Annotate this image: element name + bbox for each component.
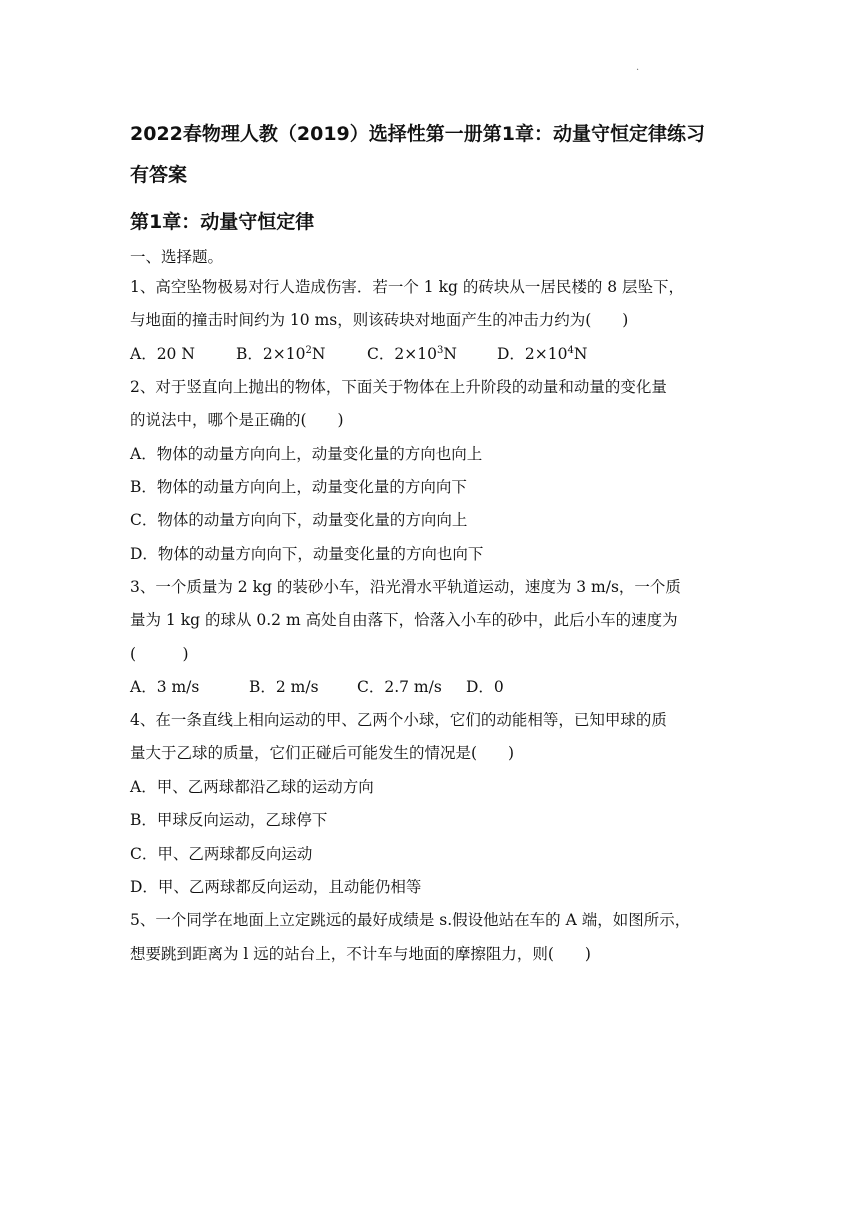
question-4-option-b: B．甲球反向运动，乙球停下 [130, 811, 328, 829]
question-4-option-a: A．甲、乙两球都沿乙球的运动方向 [130, 778, 374, 796]
question-1-option-c: C．$2\times 10^3N$ [367, 345, 457, 363]
chapter-heading: 第1章：动量守恒定律 [130, 211, 315, 233]
corner-dot: · [636, 65, 640, 76]
question-3-option-a: A．3 m/s [130, 678, 200, 696]
question-5-stem-line-2: 想要跳到距离为 l 远的站台上，不计车与地面的摩擦阻力，则( ) [130, 945, 591, 963]
question-1-option-b: B．$2\times 10^2N$ [236, 345, 326, 363]
question-3-stem-line-2: 量为 1 kg 的球从 0.2 m 高处自由落下，恰落入小车的砂中，此后小车的速度为 [130, 611, 678, 629]
question-3-option-b: B．2 m/s [249, 678, 319, 696]
question-2-option-a: A．物体的动量方向向上，动量变化量的方向也向上 [130, 445, 483, 463]
question-2-option-d: D．物体的动量方向向下，动量变化量的方向也向下 [130, 545, 484, 563]
question-1-option-a: A．20 N [130, 345, 195, 363]
question-4-option-d: D．甲、乙两球都反向运动，且动能仍相等 [130, 878, 422, 896]
question-2-option-b: B．物体的动量方向向上，动量变化量的方向向下 [130, 478, 467, 496]
question-2-option-c: C．物体的动量方向向下，动量变化量的方向向上 [130, 511, 468, 529]
question-2-stem-line-2: 的说法中，哪个是正确的( ) [130, 411, 344, 429]
question-3-option-c: C．2.7 m/s [357, 678, 442, 696]
question-5-stem-line-1: 5、一个同学在地面上立定跳远的最好成绩是 s.假设他站在车的 A 端，如图所示， [130, 911, 691, 929]
question-4-stem-line-2: 量大于乙球的质量，它们正碰后可能发生的情况是( ) [130, 744, 515, 762]
question-3-option-d: D．0 [466, 678, 504, 696]
question-1-stem-line-1: 1、高空坠物极易对行人造成伤害．若一个 1 kg 的砖块从一居民楼的 8 层坠下， [130, 278, 685, 296]
question-3-stem-line-1: 3、一个质量为 2 kg 的装砂小车，沿光滑水平轨道运动，速度为 3 m/s，一个质 [130, 578, 681, 596]
question-3-stem-line-3: ( ) [130, 645, 189, 663]
question-4-stem-line-1: 4、在一条直线上相向运动的甲、乙两个小球，它们的动能相等，已知甲球的质 [130, 711, 667, 729]
question-1-options [130, 344, 740, 364]
question-1-stem-line-2: 与地面的撞击时间约为 10 ms，则该砖块对地面产生的冲击力约为( ) [130, 311, 629, 329]
document-title-line-1: 2022春物理人教（2019）选择性第一册第1章：动量守恒定律练习 [130, 123, 705, 145]
question-4-option-c: C．甲、乙两球都反向运动 [130, 845, 313, 863]
question-1-option-d: D．$2\times 10^4N$ [497, 345, 588, 363]
document-title-line-2: 有答案 [130, 164, 188, 186]
section-heading: 一、选择题。 [130, 248, 224, 266]
question-3-options [130, 677, 740, 697]
question-2-stem-line-1: 2、对于竖直向上抛出的物体，下面关于物体在上升阶段的动量和动量的变化量 [130, 378, 667, 396]
